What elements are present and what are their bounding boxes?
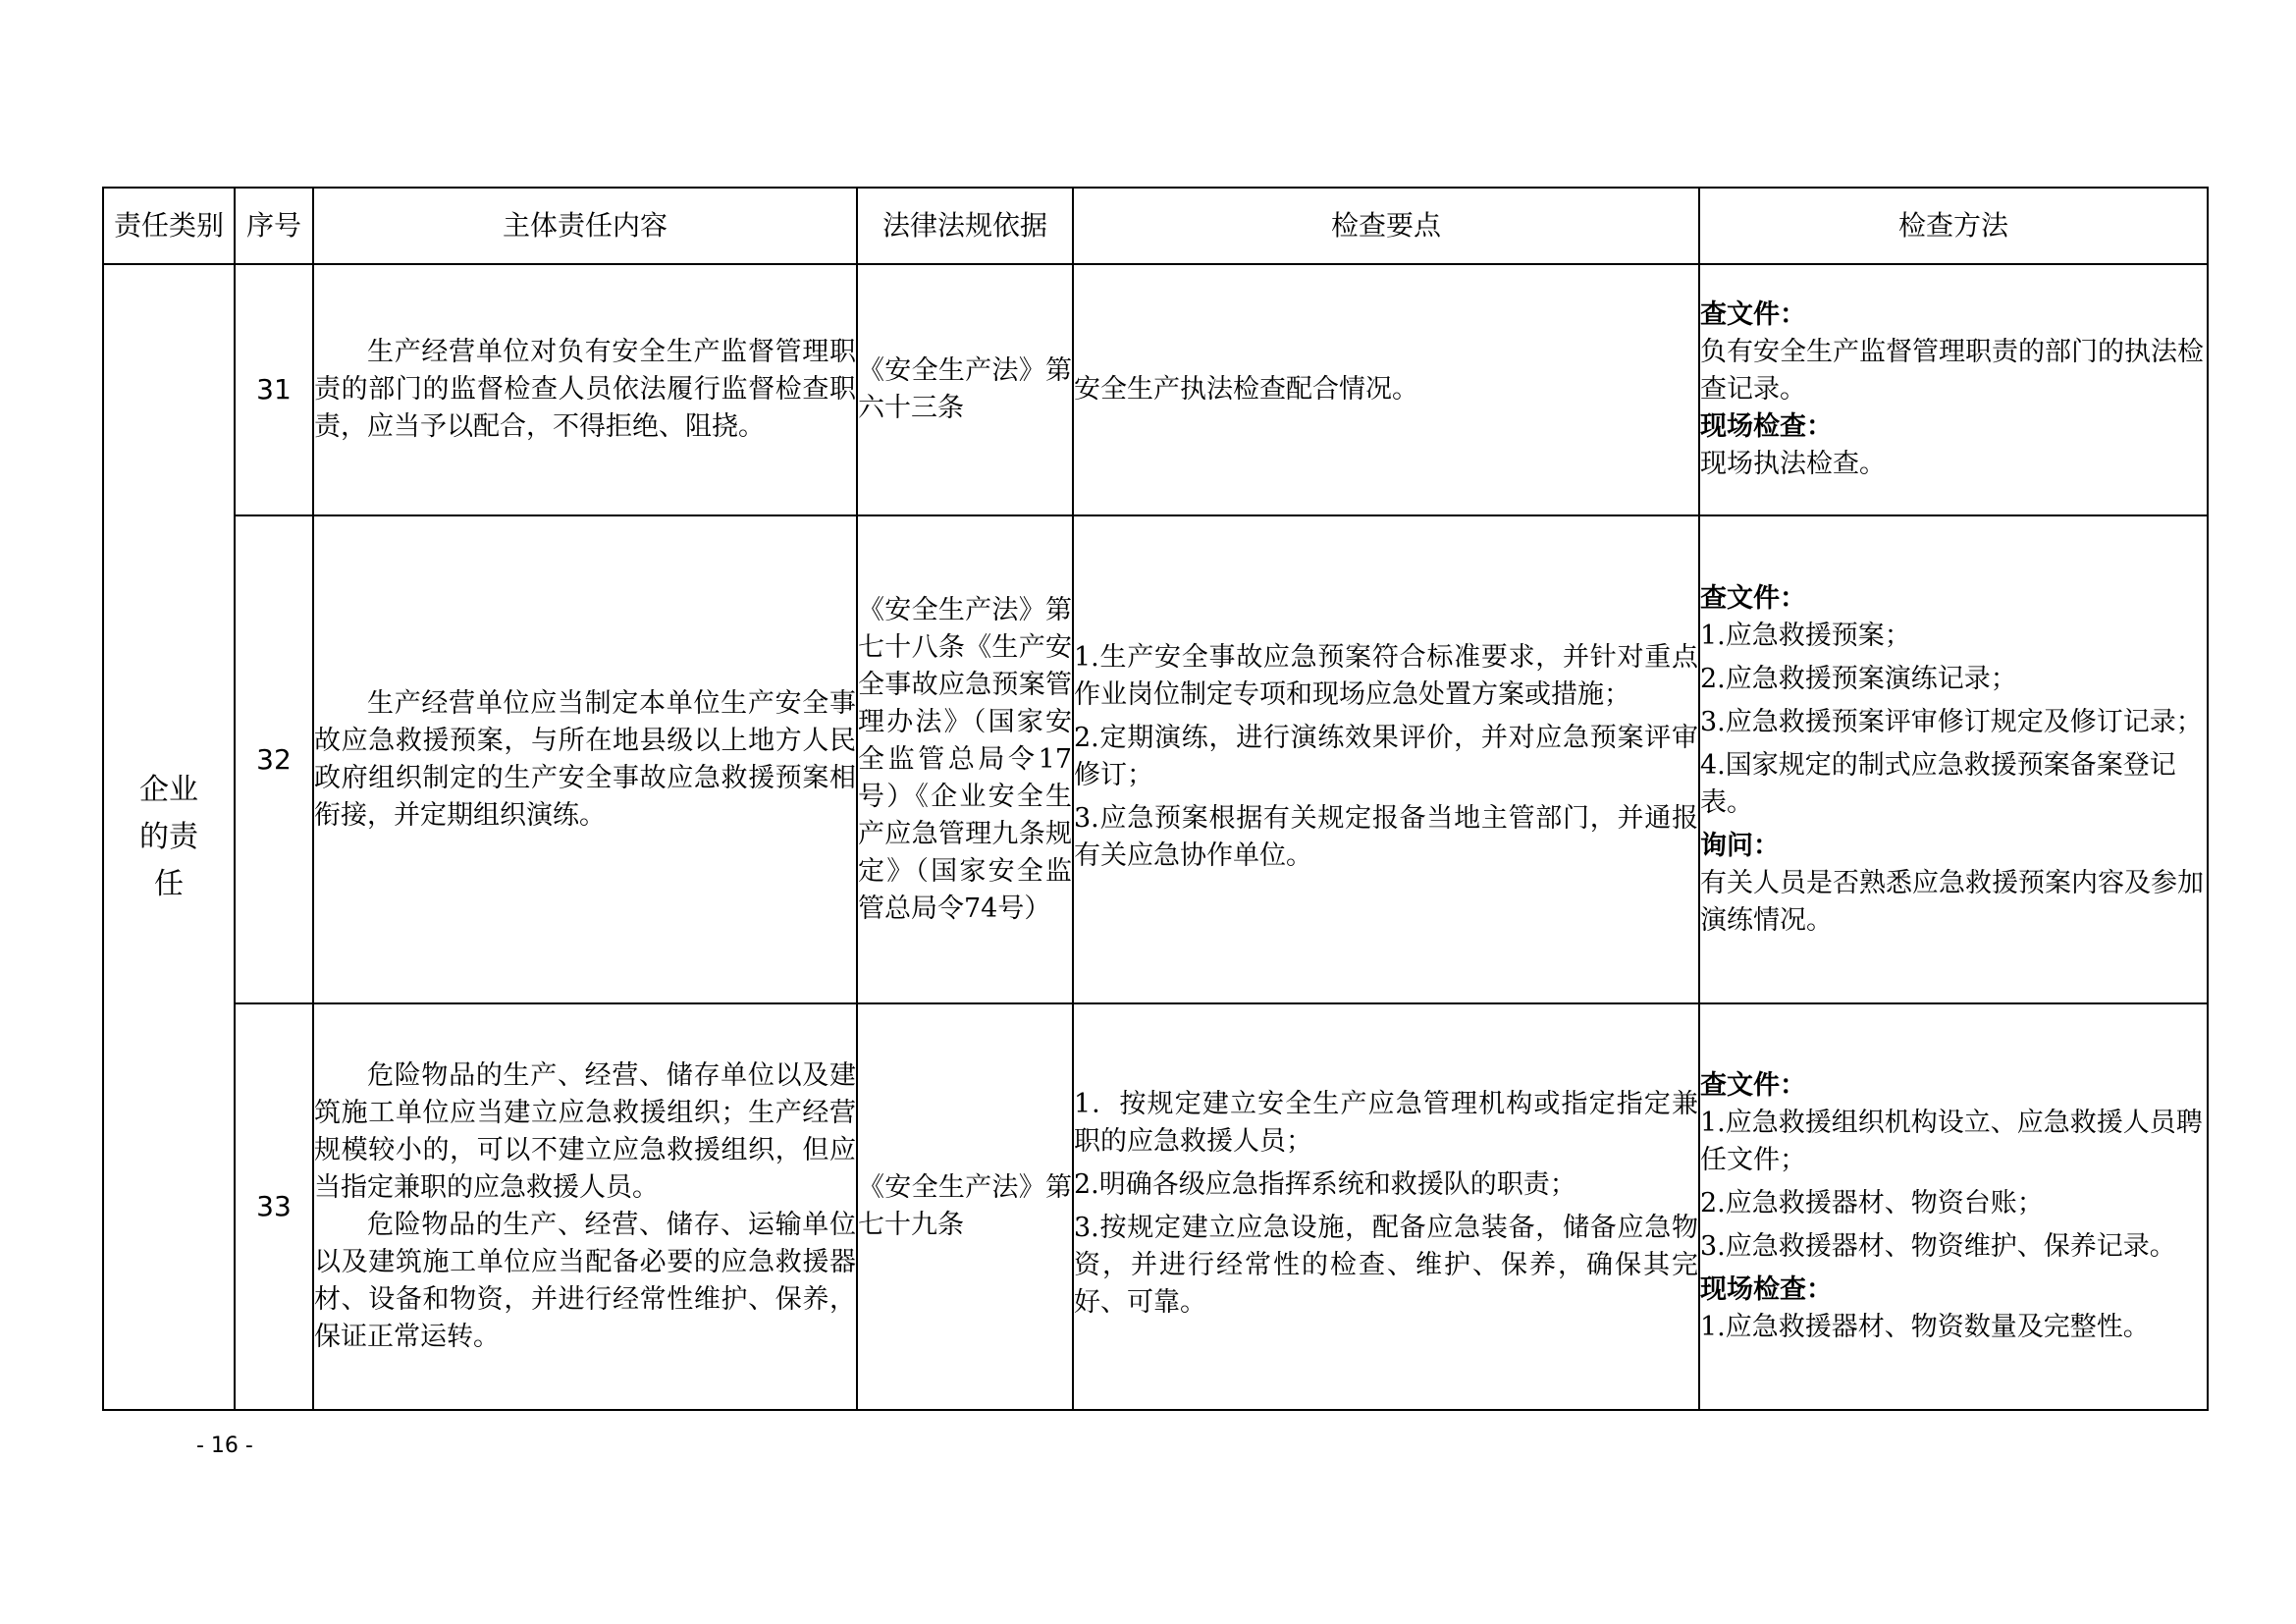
- header-law: 法律法规依据: [857, 188, 1073, 264]
- header-content: 主体责任内容: [313, 188, 857, 264]
- content-cell: 危险物品的生产、经营、储存单位以及建筑施工单位应当建立应急救援组织；生产经营规模较小的，可以不建立应急救援组织，但应当指定兼职的应急救援人员。 危险物品的生产、经营、储存、运输单位以及建筑施工单位应当配备必要的应急救援器材、设备和物资，并进行经常性维护、保养，保证正常运转。: [313, 1003, 857, 1410]
- law-cell: 《安全生产法》第六十三条: [857, 264, 1073, 515]
- table-header-row: [103, 188, 2208, 264]
- row-number: 31: [235, 264, 313, 515]
- content-cell: 生产经营单位应当制定本单位生产安全事故应急救援预案，与所在地县级以上地方人民政府组织制定的生产安全事故应急救援预案相衔接，并定期组织演练。: [313, 515, 857, 1003]
- law-cell: 《安全生产法》第七十九条: [857, 1003, 1073, 1410]
- header-number: 序号: [235, 188, 313, 264]
- header-category: 责任类别: [103, 188, 235, 264]
- method-cell: 查文件： 负有安全生产监督管理职责的部门的执法检查记录。 现场检查： 现场执法检查。: [1699, 264, 2208, 515]
- method-cell: 查文件： 1.应急救援预案； 2.应急救援预案演练记录； 3.应急救援预案评审修订规定及修订记录； 4.国家规定的制式应急救援预案备案登记表。 询问： 有关人员是否熟悉应急救援预案内容及参加演练情况。: [1699, 515, 2208, 1003]
- page-number: - 16 -: [196, 1434, 253, 1458]
- content-cell: 生产经营单位对负有安全生产监督管理职责的部门的监督检查人员依法履行监督检查职责，应当予以配合，不得拒绝、阻挠。: [313, 264, 857, 515]
- row-number: 32: [235, 515, 313, 1003]
- points-cell: 1.生产安全事故应急预案符合标准要求，并针对重点作业岗位制定专项和现场应急处置方案或措施； 2.定期演练，进行演练效果评价，并对应急预案评审修订； 3.应急预案根据有关规定报备当地主管部门，并通报有关应急协作单位。: [1073, 515, 1699, 1003]
- table-row: [103, 515, 2208, 1003]
- points-cell: 安全生产执法检查配合情况。: [1073, 264, 1699, 515]
- law-cell: 《安全生产法》第七十八条《生产安全事故应急预案管理办法》（国家安全监管总局令17号）《企业安全生产应急管理九条规定》（国家安全监管总局令74号）: [857, 515, 1073, 1003]
- method-cell: 查文件： 1.应急救援组织机构设立、应急救援人员聘任文件； 2.应急救援器材、物资台账； 3.应急救援器材、物资维护、保养记录。 现场检查： 1.应急救援器材、物资数量及完整性。: [1699, 1003, 2208, 1410]
- table-row: [103, 264, 2208, 515]
- table-row: [103, 1003, 2208, 1410]
- responsibility-table: [102, 187, 2209, 1411]
- header-method: 检查方法: [1699, 188, 2208, 264]
- category-cell: 企业的责任: [103, 264, 235, 1410]
- points-cell: 1．按规定建立安全生产应急管理机构或指定指定兼职的应急救援人员； 2.明确各级应急指挥系统和救援队的职责； 3.按规定建立应急设施，配备应急装备，储备应急物资，并进行经常性的检查、维护、保养，确保其完好、可靠。: [1073, 1003, 1699, 1410]
- row-number: 33: [235, 1003, 313, 1410]
- header-points: 检查要点: [1073, 188, 1699, 264]
